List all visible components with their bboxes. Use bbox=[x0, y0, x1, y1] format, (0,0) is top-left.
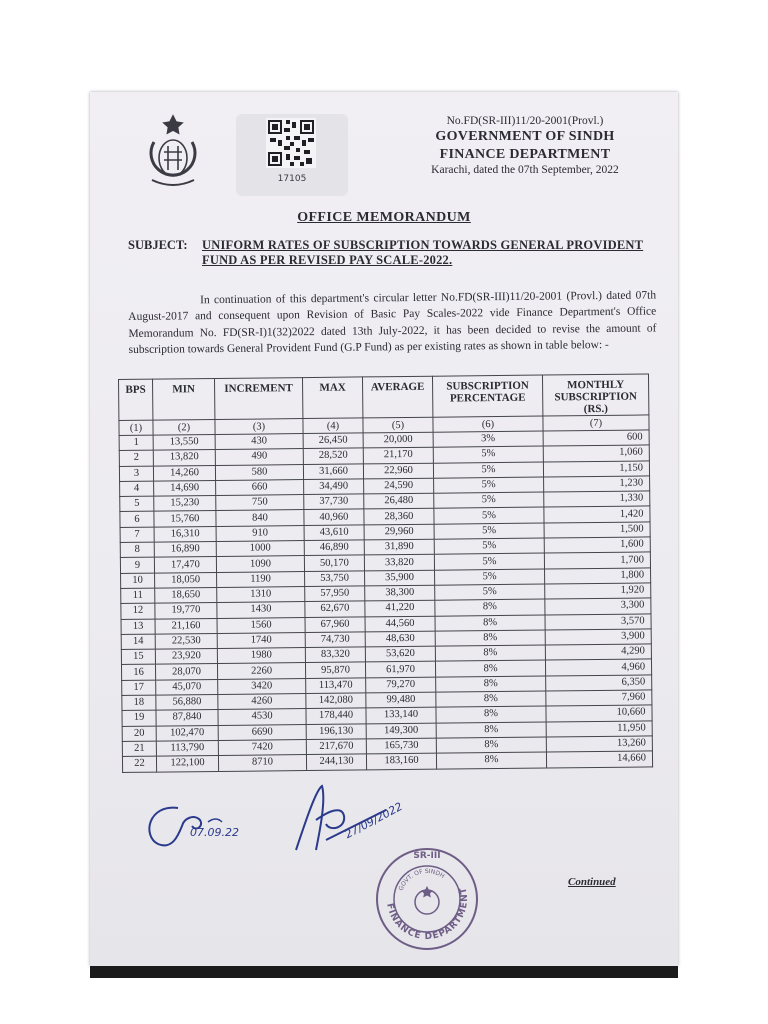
document-page bbox=[90, 92, 678, 966]
continued-label: Continued bbox=[568, 876, 616, 888]
table-cell: 1190 bbox=[217, 571, 305, 587]
table-cell: 217,670 bbox=[306, 739, 366, 755]
table-cell: 1,500 bbox=[544, 522, 650, 538]
column-number: (5) bbox=[363, 417, 433, 433]
table-cell: 22 bbox=[122, 756, 156, 772]
table-cell: 6 bbox=[120, 512, 154, 528]
table-cell: 5 bbox=[120, 496, 154, 512]
table-cell: 2260 bbox=[217, 663, 305, 679]
table-cell: 26,450 bbox=[303, 433, 363, 449]
table-cell: 8% bbox=[436, 752, 546, 768]
table-cell: 5% bbox=[434, 523, 544, 539]
body-paragraph: In continuation of this department's circular letter No.FD(SR-III)11/20-2001 (Provl.) dated 07th August-2017 and consequent upon Revision of Basic Pay Scales-2022 vide Finance Department's Office Memorandum No. FD(SR-I)1(32)2022 dated 13th July-2022, it has been decided to revise the amount of subscription towards General Provident Fund (G.P Fund) as per existing rates as shown in table below: - bbox=[128, 289, 657, 356]
table-cell: 44,560 bbox=[365, 616, 435, 632]
table-cell: 43,610 bbox=[304, 525, 364, 541]
table-cell: 178,440 bbox=[306, 708, 366, 724]
qr-code-icon bbox=[266, 118, 316, 168]
table-cell: 133,140 bbox=[366, 708, 436, 724]
subscription-table bbox=[118, 373, 653, 772]
table-cell: 1740 bbox=[217, 632, 305, 648]
table-cell: 57,950 bbox=[305, 586, 365, 602]
table-cell: 13 bbox=[121, 619, 155, 635]
table-cell: 1,600 bbox=[544, 537, 650, 553]
table-header-row bbox=[119, 374, 649, 421]
column-number: (6) bbox=[433, 416, 543, 432]
table-cell: 1000 bbox=[216, 541, 304, 557]
table-cell: 1,330 bbox=[544, 491, 650, 507]
column-header: MONTHLY SUBSCRIPTION (RS.) bbox=[542, 374, 648, 416]
column-header: AVERAGE bbox=[362, 376, 432, 418]
table-cell: 5% bbox=[435, 584, 545, 600]
table-cell: 1980 bbox=[217, 648, 305, 664]
seal-ring-text: FINANCE DEPARTMENT bbox=[384, 885, 471, 943]
column-header: MIN bbox=[153, 378, 215, 420]
table-cell: 8% bbox=[435, 615, 545, 631]
table-cell: 17,470 bbox=[154, 557, 216, 573]
table-cell: 3,570 bbox=[545, 613, 651, 629]
qr-code-panel bbox=[236, 114, 348, 196]
table-cell: 16 bbox=[121, 665, 155, 681]
photo-edge bbox=[90, 966, 678, 978]
table-cell: 5% bbox=[434, 492, 544, 508]
table-cell: 6690 bbox=[218, 724, 306, 740]
table-cell: 1,150 bbox=[543, 461, 649, 477]
table-cell: 165,730 bbox=[366, 738, 436, 754]
table-cell: 7420 bbox=[218, 739, 306, 755]
table-cell: 600 bbox=[543, 430, 649, 446]
table-cell: 660 bbox=[216, 479, 304, 495]
column-header: BPS bbox=[119, 379, 153, 420]
signature-date: 27/09/2022 bbox=[342, 799, 405, 842]
table-cell: 56,880 bbox=[156, 695, 218, 711]
table-cell: 31,890 bbox=[364, 539, 434, 555]
table-cell: 113,790 bbox=[156, 740, 218, 756]
table-cell: 14,260 bbox=[153, 465, 215, 481]
column-number: (4) bbox=[303, 418, 363, 434]
letterhead bbox=[390, 114, 660, 178]
table-cell: 1430 bbox=[217, 602, 305, 618]
table-cell: 4530 bbox=[218, 709, 306, 725]
table-cell: 23,920 bbox=[155, 649, 217, 665]
table-cell: 5% bbox=[434, 508, 544, 524]
table-cell: 7 bbox=[120, 527, 154, 543]
table-cell: 122,100 bbox=[156, 756, 218, 772]
table-cell: 40,960 bbox=[304, 509, 364, 525]
table-cell: 14,660 bbox=[546, 751, 652, 767]
table-cell: 67,960 bbox=[305, 616, 365, 632]
table-cell: 21,160 bbox=[155, 618, 217, 634]
table-cell: 16,890 bbox=[154, 542, 216, 558]
table-cell: 12 bbox=[121, 603, 155, 619]
table-cell: 142,080 bbox=[306, 693, 366, 709]
table-cell: 19 bbox=[122, 710, 156, 726]
table-cell: 24,590 bbox=[364, 478, 434, 494]
table-cell: 4,960 bbox=[545, 659, 651, 675]
table-cell: 1,060 bbox=[543, 445, 649, 461]
table-cell: 244,130 bbox=[306, 754, 366, 770]
table-cell: 8 bbox=[120, 542, 154, 558]
table-cell: 95,870 bbox=[305, 662, 365, 678]
table-cell: 3 bbox=[119, 466, 153, 482]
table-cell: 33,820 bbox=[364, 555, 434, 571]
column-number: (3) bbox=[215, 419, 303, 435]
table-cell: 16,310 bbox=[154, 526, 216, 542]
table-cell: 35,900 bbox=[365, 570, 435, 586]
svg-text:GOVT. OF SINDH bbox=[398, 868, 446, 892]
government-title: GOVERNMENT OF SINDH bbox=[435, 129, 615, 145]
table-cell: 840 bbox=[216, 510, 304, 526]
column-number: (7) bbox=[543, 415, 649, 431]
table-cell: 1560 bbox=[217, 617, 305, 633]
table-cell: 3,900 bbox=[545, 629, 651, 645]
table-cell: 5% bbox=[434, 538, 544, 554]
table-cell: 8% bbox=[436, 706, 546, 722]
table-cell: 1310 bbox=[217, 587, 305, 603]
table-cell: 8% bbox=[435, 645, 545, 661]
table-cell: 74,730 bbox=[305, 632, 365, 648]
table-cell: 5% bbox=[433, 446, 543, 462]
table-cell: 14 bbox=[121, 634, 155, 650]
table-cell: 53,620 bbox=[365, 646, 435, 662]
table-cell: 4260 bbox=[218, 694, 306, 710]
seal-inner-text: GOVT. OF SINDH bbox=[397, 867, 446, 892]
table-cell: 1,420 bbox=[544, 506, 650, 522]
table-cell: 4,290 bbox=[545, 644, 651, 660]
table-cell: 3% bbox=[433, 431, 543, 447]
table-cell: 28,520 bbox=[303, 448, 363, 464]
table-cell: 750 bbox=[216, 495, 304, 511]
table-cell: 21,170 bbox=[363, 447, 433, 463]
table-cell: 18,650 bbox=[155, 587, 217, 603]
table-cell: 1090 bbox=[216, 556, 304, 572]
table-cell: 3420 bbox=[218, 678, 306, 694]
table-cell: 5% bbox=[434, 477, 544, 493]
initials-date: 07.09.22 bbox=[190, 826, 239, 839]
table-cell: 53,750 bbox=[305, 571, 365, 587]
table-cell: 113,470 bbox=[306, 678, 366, 694]
table-cell: 7,960 bbox=[546, 690, 652, 706]
table-cell: 8710 bbox=[218, 755, 306, 771]
table-cell: 20 bbox=[122, 726, 156, 742]
department-title: FINANCE DEPARTMENT bbox=[439, 146, 611, 162]
table-cell: 1,800 bbox=[545, 568, 651, 584]
qr-number: 17105 bbox=[277, 174, 307, 184]
finance-department-seal bbox=[372, 844, 482, 954]
table-cell: 430 bbox=[215, 434, 303, 450]
table-cell: 3,300 bbox=[545, 598, 651, 614]
seal-top-text: SR-III bbox=[413, 851, 441, 861]
table-cell: 28,360 bbox=[364, 509, 434, 525]
table-cell: 79,270 bbox=[366, 677, 436, 693]
table-cell: 13,820 bbox=[153, 450, 215, 466]
table-cell: 5% bbox=[435, 569, 545, 585]
table-cell: 8% bbox=[435, 660, 545, 676]
table-cell: 5% bbox=[433, 462, 543, 478]
table-cell: 20,000 bbox=[363, 432, 433, 448]
sindh-emblem-icon bbox=[138, 112, 208, 190]
column-number: (1) bbox=[119, 420, 153, 435]
table-cell: 99,480 bbox=[366, 692, 436, 708]
table-cell: 1,920 bbox=[545, 583, 651, 599]
table-cell: 13,260 bbox=[546, 736, 652, 752]
table-cell: 8% bbox=[436, 676, 546, 692]
table-cell: 48,630 bbox=[365, 631, 435, 647]
column-number: (2) bbox=[153, 419, 215, 435]
table-cell: 8% bbox=[435, 599, 545, 615]
table-cell: 18 bbox=[122, 695, 156, 711]
table-cell: 41,220 bbox=[365, 600, 435, 616]
table-cell: 5% bbox=[434, 553, 544, 569]
table-cell: 45,070 bbox=[156, 679, 218, 695]
table-cell: 46,890 bbox=[304, 540, 364, 556]
table-cell: 580 bbox=[215, 464, 303, 480]
column-header: INCREMENT bbox=[214, 378, 302, 420]
table-cell: 13,550 bbox=[153, 434, 215, 450]
table-cell: 1,700 bbox=[544, 552, 650, 568]
table-cell: 38,300 bbox=[365, 585, 435, 601]
table-cell: 8% bbox=[436, 722, 546, 738]
table-cell: 15,230 bbox=[154, 496, 216, 512]
table-body bbox=[119, 415, 653, 772]
table-cell: 9 bbox=[120, 558, 154, 574]
table-cell: 149,300 bbox=[366, 723, 436, 739]
table-cell: 18,050 bbox=[155, 572, 217, 588]
table-cell: 8% bbox=[435, 630, 545, 646]
subject-text: UNIFORM RATES OF SUBSCRIPTION TOWARDS GENERAL PROVIDENT FUND AS PER REVISED PAY SCALE-2022. bbox=[202, 238, 644, 267]
table-cell: 2 bbox=[119, 450, 153, 466]
table-cell: 28,070 bbox=[155, 664, 217, 680]
table-cell: 102,470 bbox=[156, 725, 218, 741]
table-cell: 8% bbox=[436, 691, 546, 707]
table-cell: 910 bbox=[216, 525, 304, 541]
column-header: MAX bbox=[302, 377, 362, 419]
table-cell: 15,760 bbox=[154, 511, 216, 527]
column-header: SUBSCRIPTION PERCENTAGE bbox=[432, 375, 542, 417]
table-cell: 62,670 bbox=[305, 601, 365, 617]
subject-label: SUBJECT: bbox=[128, 238, 188, 252]
table-cell: 22,530 bbox=[155, 633, 217, 649]
table-cell: 29,960 bbox=[364, 524, 434, 540]
table-cell: 50,170 bbox=[304, 555, 364, 571]
table-cell: 34,490 bbox=[304, 479, 364, 495]
table-cell: 19,770 bbox=[155, 603, 217, 619]
table-cell: 21 bbox=[122, 741, 156, 757]
table-cell: 6,350 bbox=[546, 675, 652, 691]
table-cell: 61,970 bbox=[365, 662, 435, 678]
table-cell: 11,950 bbox=[546, 721, 652, 737]
table-cell: 183,160 bbox=[366, 753, 436, 769]
table-cell: 196,130 bbox=[306, 724, 366, 740]
table-cell: 17 bbox=[122, 680, 156, 696]
table-cell: 87,840 bbox=[156, 710, 218, 726]
table-cell: 26,480 bbox=[364, 493, 434, 509]
table-cell: 37,730 bbox=[304, 494, 364, 510]
table-cell: 14,690 bbox=[154, 480, 216, 496]
table-cell: 15 bbox=[121, 649, 155, 665]
memo-title: OFFICE MEMORANDUM bbox=[297, 210, 471, 225]
table-cell: 490 bbox=[215, 449, 303, 465]
date-line: Karachi, dated the 07th September, 2022 bbox=[431, 164, 619, 177]
table-cell: 22,960 bbox=[363, 463, 433, 479]
table-cell: 11 bbox=[121, 588, 155, 604]
table-cell: 10 bbox=[121, 573, 155, 589]
table-cell: 8% bbox=[436, 737, 546, 753]
table-cell: 1 bbox=[119, 435, 153, 451]
table-cell: 31,660 bbox=[303, 464, 363, 480]
table-cell: 83,320 bbox=[305, 647, 365, 663]
table-cell: 1,230 bbox=[544, 476, 650, 492]
table-cell: 4 bbox=[120, 481, 154, 497]
table-cell: 10,660 bbox=[546, 705, 652, 721]
reference-number: No.FD(SR-III)11/20-2001(Provl.) bbox=[446, 115, 604, 127]
